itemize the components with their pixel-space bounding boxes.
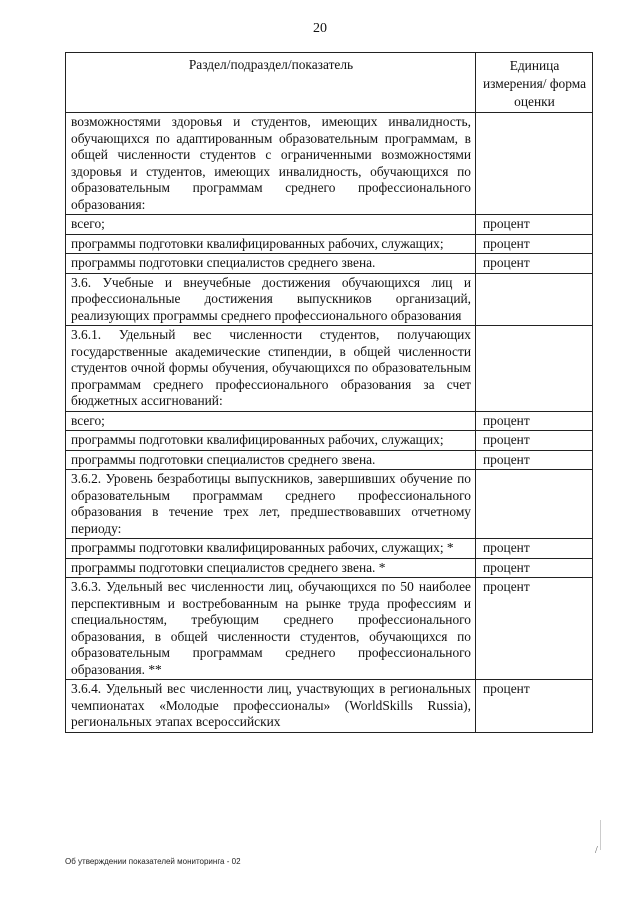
row-unit: процент (476, 578, 593, 680)
table-row (66, 470, 593, 539)
table-row (66, 273, 593, 326)
table-row (66, 411, 593, 431)
row-unit: процент (476, 234, 593, 254)
row-indicator-text: 3.6.4. Удельный вес численности лиц, участвующих в региональных чемпионатах «Молодые профессионалы» (WorldSkills Russia), региональных этапах всероссийских (66, 680, 476, 733)
row-unit: процент (476, 411, 593, 431)
margin-mark: / (595, 845, 598, 856)
row-indicator-text: 3.6.2. Уровень безработицы выпускников, завершивших обучение по образовательным программам среднего профессионального образования в течение трех лет, предшествовавших отчетному периоду: (66, 470, 476, 539)
table-row (66, 431, 593, 451)
table-row (66, 215, 593, 235)
row-indicator-text: возможностями здоровья и студентов, имеющих инвалидность, обучающихся по адаптированным образовательным программам, в общей численности студентов с ограниченными возможностями здоровья и студентов, имеющих инвалидность, обучающихся по образовательным программам среднего профессионального образования: (66, 113, 476, 215)
table-row (66, 113, 593, 215)
row-indicator-text: программы подготовки специалистов среднего звена. (66, 254, 476, 274)
row-unit: процент (476, 450, 593, 470)
table-row (66, 450, 593, 470)
row-indicator-text: программы подготовки квалифицированных рабочих, служащих; * (66, 539, 476, 559)
header-section-indicator: Раздел/подраздел/показатель (66, 53, 476, 113)
row-unit (476, 113, 593, 215)
margin-line (600, 820, 601, 850)
row-unit: процент (476, 539, 593, 559)
row-unit: процент (476, 558, 593, 578)
row-indicator-text: программы подготовки специалистов среднего звена. (66, 450, 476, 470)
page-number: 20 (313, 21, 327, 36)
table-header-row (66, 53, 593, 113)
header-unit-form: Единица измерения/ форма оценки (476, 53, 593, 113)
row-unit: процент (476, 254, 593, 274)
table-row (66, 539, 593, 559)
indicators-table (65, 52, 593, 733)
footer-note: Об утверждении показателей мониторинга - 02 (65, 857, 241, 866)
table-row (66, 558, 593, 578)
table-row (66, 326, 593, 412)
row-unit: процент (476, 215, 593, 235)
row-unit: процент (476, 431, 593, 451)
row-unit: процент (476, 680, 593, 733)
row-indicator-text: программы подготовки квалифицированных рабочих, служащих; (66, 234, 476, 254)
table-row (66, 578, 593, 680)
table-row (66, 254, 593, 274)
row-indicator-text: 3.6.1. Удельный вес численности студентов, получающих государственные академические стипендии, в общей численности студентов очной формы обучения, обучающихся по образовательным программам среднего профессионального образования за счет бюджетных ассигнований: (66, 326, 476, 412)
row-unit (476, 326, 593, 412)
row-indicator-text: программы подготовки специалистов среднего звена. * (66, 558, 476, 578)
row-indicator-text: 3.6. Учебные и внеучебные достижения обучающихся лиц и профессиональные достижения выпускников организаций, реализующих программы среднего профессионального образования (66, 273, 476, 326)
table-row (66, 680, 593, 733)
row-indicator-text: всего; (66, 215, 476, 235)
row-indicator-text: программы подготовки квалифицированных рабочих, служащих; (66, 431, 476, 451)
row-unit (476, 273, 593, 326)
table-row (66, 234, 593, 254)
row-unit (476, 470, 593, 539)
row-indicator-text: всего; (66, 411, 476, 431)
row-indicator-text: 3.6.3. Удельный вес численности лиц, обучающихся по 50 наиболее перспективным и востребованным на рынке труда профессиям и специальностям, требующим среднего профессионального образования, в общей численности студентов, обучающихся по образовательным программам среднего профессионального образования. ** (66, 578, 476, 680)
